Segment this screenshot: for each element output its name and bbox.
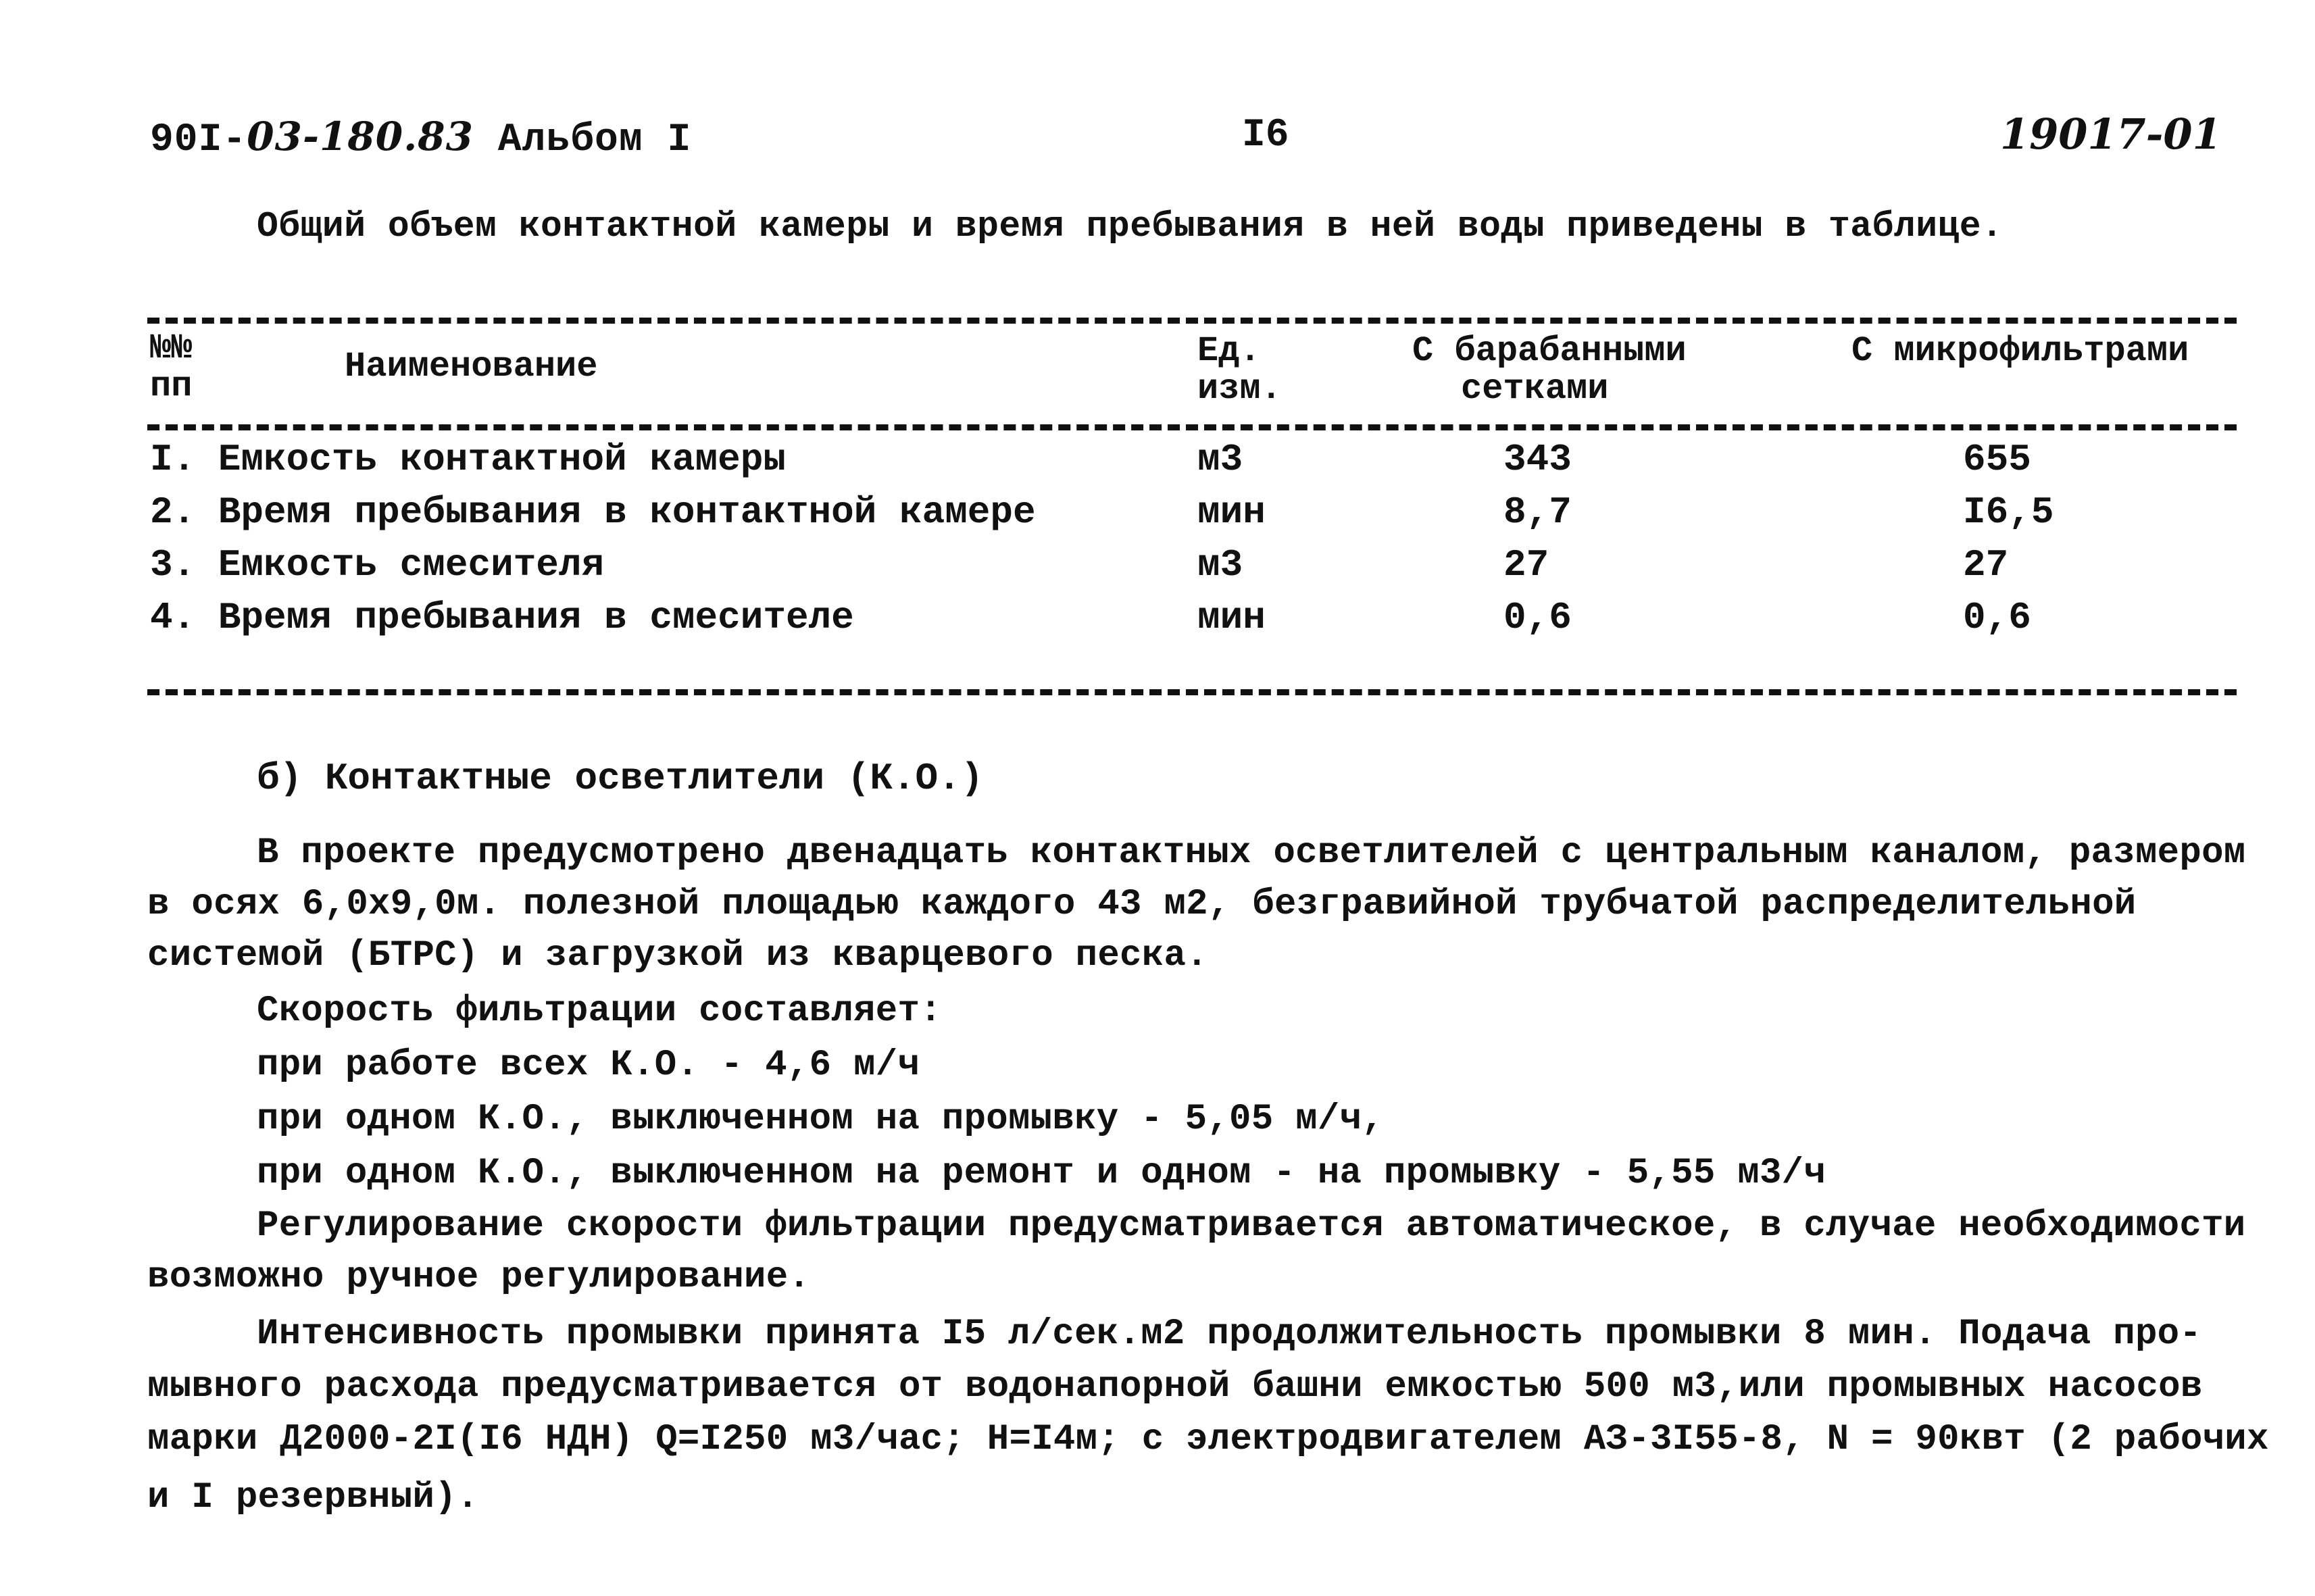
table-header-rule bbox=[147, 424, 2237, 430]
handwritten-doc-number: 19017-01 bbox=[2000, 109, 2222, 159]
header-drum-line2: сетками bbox=[1461, 369, 1609, 409]
table-row-4-drum: 0,6 bbox=[1503, 596, 1572, 639]
speed-title: Скорость фильтрации составляет: bbox=[257, 991, 942, 1032]
document-code bbox=[150, 114, 691, 162]
header-number-line1: №№ bbox=[150, 328, 193, 368]
paragraph-3-line-3: марки Д2000-2I(I6 НДН) Q=I250 м3/час; Н=I4м; с электродвигателем АЗ-3I55-8, N = 90квт (2 рабочих bbox=[147, 1419, 2269, 1460]
table-row-4-name: 4. Время пребывания в смесителе bbox=[150, 596, 854, 639]
paragraph-3-line-4: и I резервный). bbox=[147, 1477, 479, 1518]
table-row-3-drum: 27 bbox=[1503, 543, 1549, 587]
document-code-prefix: 90I- bbox=[150, 118, 247, 162]
table-row-2-micro: I6,5 bbox=[1963, 491, 2054, 534]
album-label: Альбом I bbox=[497, 118, 692, 162]
table-row-1-name: I. Емкость контактной камеры bbox=[150, 438, 786, 481]
paragraph-1-line-3: системой (БТРС) и загрузкой из кварцевого песка. bbox=[147, 935, 1208, 976]
document-code-handwritten: 03-180.83 bbox=[247, 114, 474, 159]
table-row-2-name: 2. Время пребывания в контактной камере bbox=[150, 491, 1036, 534]
header-microfilters: С микрофильтрами bbox=[1851, 331, 2189, 371]
speed-line-3: при одном К.О., выключенном на ремонт и одном - на промывку - 5,55 м3/ч bbox=[257, 1153, 1826, 1194]
paragraph-3-line-2: мывного расхода предусматривается от водонапорной башни емкостью 500 м3,или промывных насосов bbox=[147, 1366, 2203, 1407]
paragraph-2-line-2: возможно ручное регулирование. bbox=[147, 1257, 811, 1298]
header-unit bbox=[1197, 332, 1282, 408]
header-drum-screens bbox=[1412, 332, 1687, 408]
paragraph-1-line-2: в осях 6,0х9,0м. полезной площадью каждого 43 м2, безгравийной трубчатой распределительной bbox=[147, 884, 2137, 925]
table-top-rule bbox=[147, 318, 2237, 324]
table-row-1-micro: 655 bbox=[1963, 438, 2031, 481]
header-drum-line1: С барабанными bbox=[1412, 331, 1687, 371]
table-intro-text: Общий объем контактной камеры и время пребывания в ней воды приведены в таблице. bbox=[257, 206, 2003, 247]
table-row-1-drum: 343 bbox=[1503, 438, 1572, 481]
speed-line-1: при работе всех К.О. - 4,6 м/ч bbox=[257, 1045, 920, 1086]
table-row-1-unit: м3 bbox=[1197, 438, 1243, 481]
page-number: I6 bbox=[1242, 114, 1289, 157]
table-row-4-micro: 0,6 bbox=[1963, 596, 2031, 639]
header-name: Наименование bbox=[345, 347, 598, 386]
table-bottom-rule bbox=[147, 689, 2237, 695]
header-number-line2: пп bbox=[150, 366, 193, 406]
table-row-4-unit: мин bbox=[1197, 596, 1266, 639]
paragraph-3-line-1: Интенсивность промывки принята I5 л/сек.м2 продолжительность промывки 8 мин. Подача про- bbox=[257, 1314, 2202, 1355]
paragraph-1-line-1: В проекте предусмотрено двенадцать контактных осветлителей с центральным каналом, размером bbox=[257, 832, 2246, 874]
table-row-3-unit: м3 bbox=[1197, 543, 1243, 587]
table-row-3-micro: 27 bbox=[1963, 543, 2009, 587]
section-title: б) Контактные осветлители (К.О.) bbox=[257, 757, 984, 800]
speed-line-2: при одном К.О., выключенном на промывку - 5,05 м/ч, bbox=[257, 1099, 1384, 1140]
paragraph-2-line-1: Регулирование скорости фильтрации предусматривается автоматическое, в случае необходимости bbox=[257, 1205, 2246, 1247]
header-unit-line1: Ед. bbox=[1197, 331, 1261, 371]
table-row-2-unit: мин bbox=[1197, 491, 1266, 534]
header-number bbox=[150, 330, 192, 405]
header-unit-line2: изм. bbox=[1197, 369, 1282, 409]
table-row-2-drum: 8,7 bbox=[1503, 491, 1572, 534]
table-row-3-name: 3. Емкость смесителя bbox=[150, 543, 605, 587]
